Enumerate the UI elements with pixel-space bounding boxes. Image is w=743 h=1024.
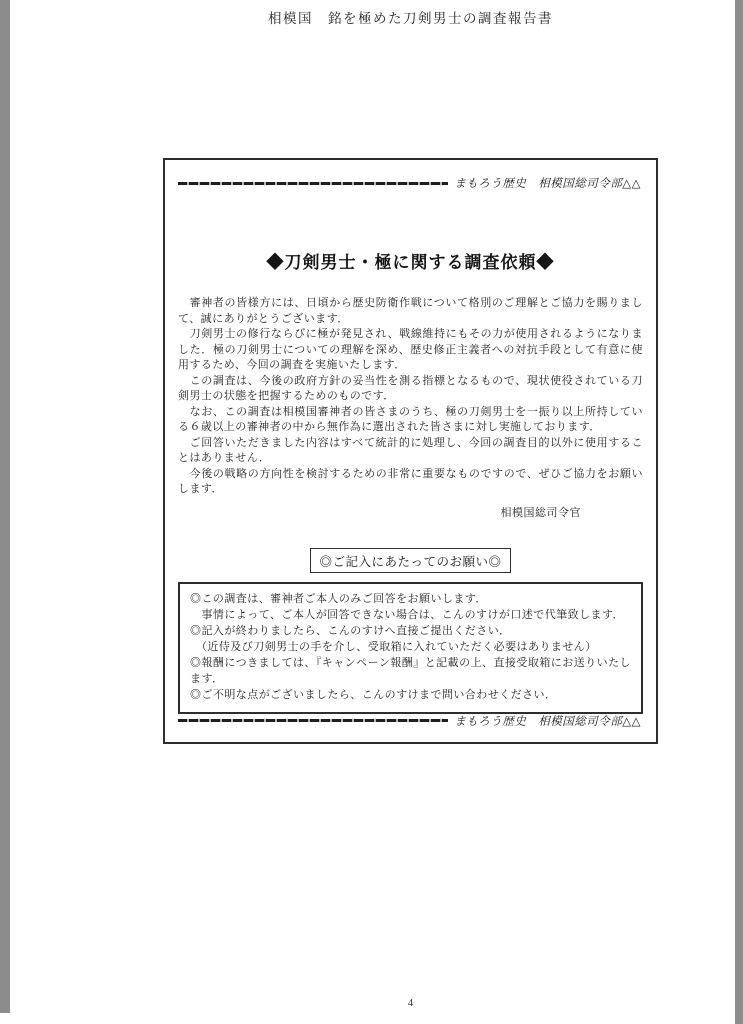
ribbon-top xyxy=(178,176,643,190)
ribbon-top-text: まもろう歴史 相模国総司令部△△ xyxy=(454,178,641,190)
request-item: ◎ご不明な点がございましたら、こんのすけまで問い合わせください． xyxy=(190,688,557,701)
request-title-wrap xyxy=(178,548,643,573)
request-item: ◎記入が終わりましたら、こんのすけへ直接ご提出ください． xyxy=(190,624,511,637)
ribbon-bottom xyxy=(178,714,643,728)
ribbon-bottom-text: まもろう歴史 相模国総司令部△△ xyxy=(454,715,641,728)
request-item: 事情によって、ご本人が回答できない場合は、こんのすけが口述で代筆致します． xyxy=(190,608,624,621)
paragraph: 今後の戦略の方向性を検討するための非常に重要なものですので、ぜひご協力をお願いします． xyxy=(178,467,643,495)
page-number: 4 xyxy=(407,997,414,1009)
request-item: ◎この調査は、審神者ご本人のみご回答をお願いします． xyxy=(190,592,487,605)
decorative-rule xyxy=(178,719,448,722)
notice-body xyxy=(178,296,643,498)
paragraph: この調査は、今後の政府方針の妥当性を測る指標となるもので、現状使役されている刀剣男士の状態を把握するためのものです． xyxy=(178,374,643,402)
paragraph: なお、この調査は相模国審神者の皆さまのうち、極の刀剣男士を一振り以上所持している６歳以上の審神者の中から無作為に選出された皆さまに対し実施しております． xyxy=(178,405,643,433)
decorative-rule xyxy=(178,182,448,185)
request-item: ◎報酬につきましては、『キャンペーン報酬』と記載の上、直接受取箱にお送りいたします． xyxy=(190,656,631,685)
signature: 相模国総司令官 xyxy=(500,506,581,519)
page-edge-left xyxy=(0,0,10,1013)
request-box xyxy=(178,582,643,714)
notice-title: ◆刀剣男士・極に関する調査依頼◆ xyxy=(266,253,555,272)
request-item: （近侍及び刀剣男士の手を介し、受取箱に入れていただく必要はありません） xyxy=(190,640,597,653)
document-header-title: 相模国 銘を極めた刀剣男士の調査報告書 xyxy=(268,11,553,26)
paragraph: 刀剣男士の修行ならびに極が発見され、戦線維持にもその力が使用されるようになりました．極の刀剣男士についての理解を深め、歴史修正主義者への対抗手段として有意に使用するため、今回の調査を実施いたします． xyxy=(178,328,643,371)
paragraph: 審神者の皆様方には、日頃から歴史防衛作戦について格別のご理解とご協力を賜りまして、誠にありがとうございます． xyxy=(178,297,643,325)
paragraph: ご回答いただきました内容はすべて統計的に処理し、今回の調査目的以外に使用することはありません． xyxy=(178,436,643,464)
notice-box xyxy=(163,158,658,744)
request-box-title: ◎ご記入にあたってのお願い◎ xyxy=(310,548,510,573)
page-edge-right xyxy=(735,0,743,1024)
